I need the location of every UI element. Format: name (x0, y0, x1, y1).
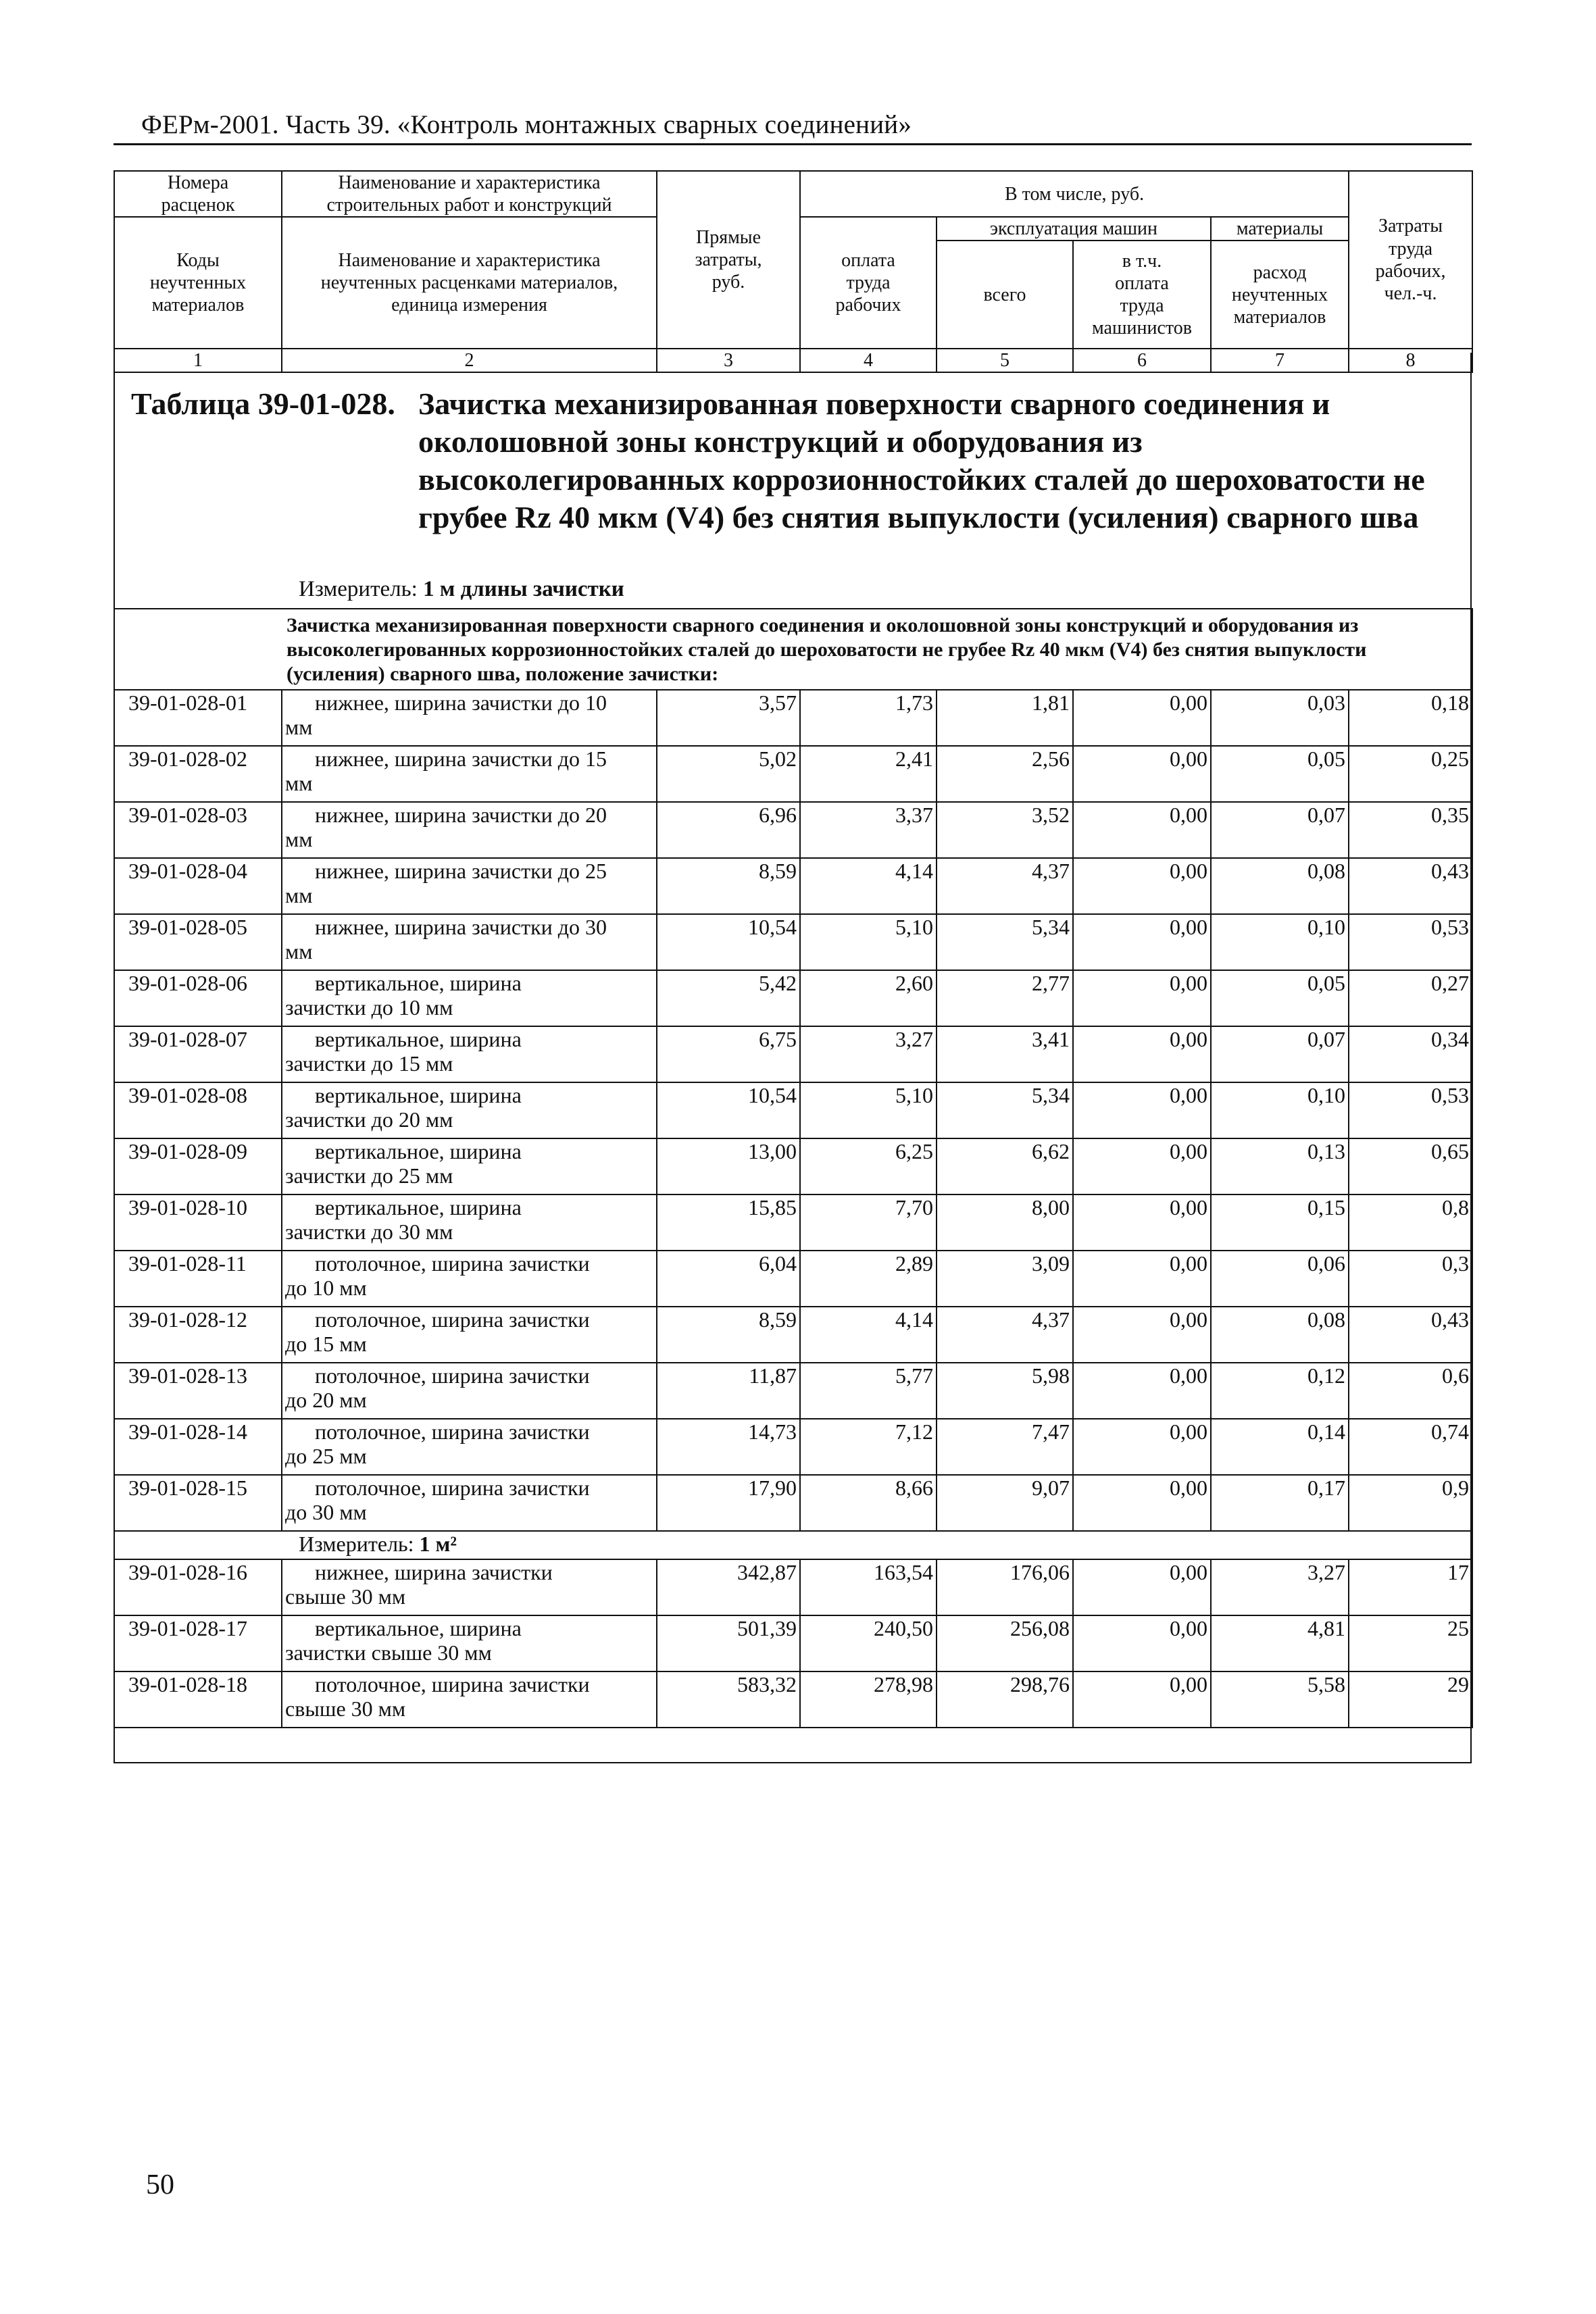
work-name (282, 1026, 657, 1082)
machines-total: 4,37 (937, 1307, 1073, 1363)
hdr-labor-hours: Затраты труда рабочих, чел.-ч. (1349, 171, 1472, 349)
rate-code: 39-01-028-06 (114, 970, 282, 1026)
table-row (114, 746, 1472, 802)
direct-costs: 3,57 (657, 690, 800, 746)
machinists-pay: 0,00 (1073, 914, 1211, 970)
labor-pay: 2,41 (800, 746, 937, 802)
rate-code: 39-01-028-16 (114, 1559, 282, 1615)
machinists-pay: 0,00 (1073, 1559, 1211, 1615)
machinists-pay: 0,00 (1073, 1363, 1211, 1419)
rate-code: 39-01-028-13 (114, 1363, 282, 1419)
table-title-text: Зачистка механизированная поверхности сварного соединения и околошовной зоны конструкций и оборудования из высоколегированных коррозионностойких сталей до шероховатости не грубее Rz 40 мкм (V4) без снятия выпуклости (усиления) сварного шва (418, 386, 1425, 534)
machinists-pay: 0,00 (1073, 970, 1211, 1026)
work-name-line2: мм (285, 771, 313, 795)
work-name-line2: до 10 мм (285, 1276, 367, 1300)
materials-cost: 0,07 (1211, 1026, 1349, 1082)
materials-cost: 3,27 (1211, 1559, 1349, 1615)
machines-total: 5,34 (937, 914, 1073, 970)
table-row (114, 858, 1472, 914)
work-name (282, 1363, 657, 1419)
hdr-rate-numbers: Номера расценок (114, 171, 282, 217)
work-name (282, 1251, 657, 1307)
labor-hours: 0,53 (1349, 1082, 1472, 1138)
hdr-labor-pay: оплата труда рабочих (800, 217, 937, 349)
work-name-line1: потолочное, ширина зачистки (315, 1251, 590, 1276)
work-name-line1: потолочное, ширина зачистки (315, 1363, 590, 1388)
direct-costs: 342,87 (657, 1559, 800, 1615)
machines-total: 3,41 (937, 1026, 1073, 1082)
direct-costs: 10,54 (657, 914, 800, 970)
machinists-pay: 0,00 (1073, 1671, 1211, 1728)
labor-hours: 29 (1349, 1671, 1472, 1728)
work-name-line2: мм (285, 827, 313, 851)
labor-hours: 0,34 (1349, 1026, 1472, 1082)
work-name-line1: потолочное, ширина зачистки (315, 1476, 590, 1500)
work-name (282, 1138, 657, 1194)
work-name-line1: потолочное, ширина зачистки (315, 1307, 590, 1332)
labor-pay: 278,98 (800, 1671, 937, 1728)
machinists-pay: 0,00 (1073, 1138, 1211, 1194)
labor-pay: 5,10 (800, 1082, 937, 1138)
work-name-line2: до 30 мм (285, 1500, 367, 1524)
machines-total: 6,62 (937, 1138, 1073, 1194)
hdr-num: 2 (282, 349, 657, 372)
rate-code: 39-01-028-07 (114, 1026, 282, 1082)
machinists-pay: 0,00 (1073, 1475, 1211, 1531)
work-name-line1: нижнее, ширина зачистки до 30 (315, 915, 607, 939)
hdr-num: 6 (1073, 349, 1211, 372)
table-row (114, 690, 1472, 746)
rates-table (114, 608, 1473, 1728)
machinists-pay: 0,00 (1073, 1026, 1211, 1082)
work-name-line2: зачистки до 30 мм (285, 1219, 453, 1244)
materials-cost: 0,08 (1211, 1307, 1349, 1363)
rate-code: 39-01-028-09 (114, 1138, 282, 1194)
machines-total: 1,81 (937, 690, 1073, 746)
labor-hours: 0,8 (1349, 1194, 1472, 1251)
work-name (282, 1082, 657, 1138)
work-name-line2: до 20 мм (285, 1388, 367, 1412)
labor-pay: 240,50 (800, 1615, 937, 1671)
labor-hours: 0,43 (1349, 1307, 1472, 1363)
table-row (114, 1194, 1472, 1251)
table-row (114, 1082, 1472, 1138)
machines-total: 256,08 (937, 1615, 1073, 1671)
hdr-machinists-pay: в т.ч. оплата труда машинистов (1073, 241, 1211, 349)
machines-total: 7,47 (937, 1419, 1073, 1475)
running-head: ФЕРм-2001. Часть 39. «Контроль монтажных сварных соединений» (141, 110, 912, 139)
work-name-line2: свыше 30 мм (285, 1696, 406, 1721)
measure-unit-2: Измеритель: 1 м² (114, 1531, 1472, 1559)
table-row (114, 1307, 1472, 1363)
labor-pay: 6,25 (800, 1138, 937, 1194)
table-row (114, 1559, 1472, 1615)
work-name-line1: нижнее, ширина зачистки до 20 (315, 803, 607, 827)
hdr-num: 5 (937, 349, 1073, 372)
section-description: Зачистка механизированная поверхности сварного соединения и околошовной зоны конструкций и оборудования из высоколегированных коррозионностойких сталей до шероховатости не грубее Rz 40 мкм (V4) без снятия выпуклости (усиления) сварного шва, положение зачистки: (114, 609, 1472, 690)
work-name (282, 1559, 657, 1615)
table-row (114, 970, 1472, 1026)
labor-pay: 163,54 (800, 1559, 937, 1615)
machines-total: 3,52 (937, 802, 1073, 858)
materials-cost: 0,07 (1211, 802, 1349, 858)
direct-costs: 501,39 (657, 1615, 800, 1671)
machines-total: 4,37 (937, 858, 1073, 914)
rate-code: 39-01-028-01 (114, 690, 282, 746)
direct-costs: 13,00 (657, 1138, 800, 1194)
work-name-line1: нижнее, ширина зачистки до 15 (315, 747, 607, 771)
machines-total: 5,34 (937, 1082, 1073, 1138)
materials-cost: 0,03 (1211, 690, 1349, 746)
work-name-line2: до 15 мм (285, 1332, 367, 1356)
machines-total: 5,98 (937, 1363, 1073, 1419)
work-name (282, 1615, 657, 1671)
rate-code: 39-01-028-15 (114, 1475, 282, 1531)
work-name-line2: мм (285, 715, 313, 739)
machinists-pay: 0,00 (1073, 746, 1211, 802)
labor-hours: 0,74 (1349, 1419, 1472, 1475)
machinists-pay: 0,00 (1073, 1251, 1211, 1307)
machinists-pay: 0,00 (1073, 1307, 1211, 1363)
direct-costs: 6,75 (657, 1026, 800, 1082)
measure-unit-1: Измеритель: 1 м длины зачистки (299, 577, 624, 601)
labor-hours: 25 (1349, 1615, 1472, 1671)
work-name (282, 802, 657, 858)
rate-code: 39-01-028-11 (114, 1251, 282, 1307)
machinists-pay: 0,00 (1073, 1082, 1211, 1138)
work-name-line2: до 25 мм (285, 1444, 367, 1468)
work-name-line2: зачистки до 20 мм (285, 1107, 453, 1132)
machinists-pay: 0,00 (1073, 858, 1211, 914)
labor-hours: 0,25 (1349, 746, 1472, 802)
rate-code: 39-01-028-04 (114, 858, 282, 914)
labor-hours: 0,53 (1349, 914, 1472, 970)
hdr-work-name: Наименование и характеристика строительных работ и конструкций (282, 171, 657, 217)
direct-costs: 11,87 (657, 1363, 800, 1419)
hdr-direct-costs: Прямые затраты, руб. (657, 171, 800, 349)
labor-hours: 0,9 (1349, 1475, 1472, 1531)
work-name-line1: нижнее, ширина зачистки до 25 (315, 859, 607, 883)
machinists-pay: 0,00 (1073, 802, 1211, 858)
hdr-material-consumption: расход неучтенных материалов (1211, 241, 1349, 349)
labor-pay: 7,12 (800, 1419, 937, 1475)
materials-cost: 0,17 (1211, 1475, 1349, 1531)
table-row (114, 914, 1472, 970)
rate-code: 39-01-028-05 (114, 914, 282, 970)
table-row (114, 802, 1472, 858)
machines-total: 298,76 (937, 1671, 1073, 1728)
labor-pay: 5,10 (800, 914, 937, 970)
machines-total: 2,56 (937, 746, 1073, 802)
work-name-line2: зачистки до 10 мм (285, 995, 453, 1020)
labor-pay: 7,70 (800, 1194, 937, 1251)
direct-costs: 17,90 (657, 1475, 800, 1531)
work-name-line1: вертикальное, ширина (315, 1139, 522, 1163)
work-name-line2: зачистки до 15 мм (285, 1051, 453, 1076)
header-rule (114, 143, 1472, 145)
hdr-num: 3 (657, 349, 800, 372)
hdr-machines: эксплуатация машин (937, 217, 1211, 241)
work-name-line1: нижнее, ширина зачистки (315, 1560, 553, 1584)
work-name (282, 914, 657, 970)
direct-costs: 6,04 (657, 1251, 800, 1307)
machines-total: 3,09 (937, 1251, 1073, 1307)
labor-hours: 0,43 (1349, 858, 1472, 914)
machines-total: 8,00 (937, 1194, 1073, 1251)
work-name (282, 690, 657, 746)
direct-costs: 6,96 (657, 802, 800, 858)
column-header-table (114, 170, 1473, 373)
direct-costs: 14,73 (657, 1419, 800, 1475)
labor-pay: 1,73 (800, 690, 937, 746)
work-name (282, 1307, 657, 1363)
hdr-num: 1 (114, 349, 282, 372)
work-name-line2: зачистки до 25 мм (285, 1163, 453, 1188)
materials-cost: 0,13 (1211, 1138, 1349, 1194)
labor-hours: 0,18 (1349, 690, 1472, 746)
table-block (114, 353, 1472, 1763)
rate-code: 39-01-028-17 (114, 1615, 282, 1671)
labor-hours: 0,27 (1349, 970, 1472, 1026)
machinists-pay: 0,00 (1073, 690, 1211, 746)
work-name-line1: потолочное, ширина зачистки (315, 1672, 590, 1696)
direct-costs: 5,02 (657, 746, 800, 802)
work-name (282, 1475, 657, 1531)
machinists-pay: 0,00 (1073, 1419, 1211, 1475)
work-name-line2: мм (285, 939, 313, 963)
rate-code: 39-01-028-08 (114, 1082, 282, 1138)
rate-code: 39-01-028-03 (114, 802, 282, 858)
work-name-line1: потолочное, ширина зачистки (315, 1419, 590, 1444)
rate-code: 39-01-028-18 (114, 1671, 282, 1728)
labor-hours: 0,65 (1349, 1138, 1472, 1194)
hdr-including-group: В том числе, руб. (800, 171, 1349, 217)
direct-costs: 8,59 (657, 858, 800, 914)
work-name-line1: вертикальное, ширина (315, 1616, 522, 1640)
materials-cost: 0,08 (1211, 858, 1349, 914)
direct-costs: 10,54 (657, 1082, 800, 1138)
table-row (114, 1671, 1472, 1728)
hdr-materials: материалы (1211, 217, 1349, 241)
labor-pay: 5,77 (800, 1363, 937, 1419)
work-name-line1: вертикальное, ширина (315, 1083, 522, 1107)
labor-hours: 0,6 (1349, 1363, 1472, 1419)
labor-pay: 2,89 (800, 1251, 937, 1307)
labor-hours: 17 (1349, 1559, 1472, 1615)
hdr-num: 8 (1349, 349, 1472, 372)
materials-cost: 4,81 (1211, 1615, 1349, 1671)
work-name-line2: мм (285, 883, 313, 907)
materials-cost: 0,06 (1211, 1251, 1349, 1307)
table-row (114, 1251, 1472, 1307)
labor-pay: 2,60 (800, 970, 937, 1026)
work-name (282, 970, 657, 1026)
work-name-line1: вертикальное, ширина (315, 971, 522, 995)
page-number: 50 (146, 2169, 174, 2200)
work-name-line1: вертикальное, ширина (315, 1195, 522, 1219)
hdr-material-name: Наименование и характеристика неучтенных расценками материалов, единица измерения (282, 217, 657, 349)
table-title (131, 385, 1455, 536)
direct-costs: 8,59 (657, 1307, 800, 1363)
rate-code: 39-01-028-10 (114, 1194, 282, 1251)
labor-hours: 0,35 (1349, 802, 1472, 858)
labor-pay: 3,37 (800, 802, 937, 858)
materials-cost: 5,58 (1211, 1671, 1349, 1728)
rate-code: 39-01-028-14 (114, 1419, 282, 1475)
work-name-line2: зачистки свыше 30 мм (285, 1640, 492, 1665)
table-row (114, 1026, 1472, 1082)
labor-pay: 3,27 (800, 1026, 937, 1082)
machines-total: 2,77 (937, 970, 1073, 1026)
work-name (282, 1194, 657, 1251)
hdr-machines-total: всего (937, 241, 1073, 349)
hdr-material-codes: Коды неучтенных материалов (114, 217, 282, 349)
work-name (282, 858, 657, 914)
materials-cost: 0,14 (1211, 1419, 1349, 1475)
direct-costs: 583,32 (657, 1671, 800, 1728)
table-row (114, 1475, 1472, 1531)
materials-cost: 0,15 (1211, 1194, 1349, 1251)
labor-pay: 8,66 (800, 1475, 937, 1531)
rate-code: 39-01-028-12 (114, 1307, 282, 1363)
work-name-line1: нижнее, ширина зачистки до 10 (315, 690, 607, 715)
materials-cost: 0,05 (1211, 970, 1349, 1026)
labor-pay: 4,14 (800, 1307, 937, 1363)
labor-pay: 4,14 (800, 858, 937, 914)
work-name-line2: свыше 30 мм (285, 1584, 406, 1609)
rate-code: 39-01-028-02 (114, 746, 282, 802)
materials-cost: 0,10 (1211, 1082, 1349, 1138)
machines-total: 176,06 (937, 1559, 1073, 1615)
direct-costs: 15,85 (657, 1194, 800, 1251)
materials-cost: 0,12 (1211, 1363, 1349, 1419)
machinists-pay: 0,00 (1073, 1615, 1211, 1671)
machinists-pay: 0,00 (1073, 1194, 1211, 1251)
table-row (114, 1419, 1472, 1475)
work-name (282, 1419, 657, 1475)
machines-total: 9,07 (937, 1475, 1073, 1531)
work-name-line1: вертикальное, ширина (315, 1027, 522, 1051)
hdr-num: 7 (1211, 349, 1349, 372)
hdr-num: 4 (800, 349, 937, 372)
table-number: Таблица 39-01-028. (131, 386, 395, 421)
work-name (282, 1671, 657, 1728)
table-row (114, 1615, 1472, 1671)
materials-cost: 0,05 (1211, 746, 1349, 802)
direct-costs: 5,42 (657, 970, 800, 1026)
labor-hours: 0,3 (1349, 1251, 1472, 1307)
work-name (282, 746, 657, 802)
table-row (114, 1363, 1472, 1419)
materials-cost: 0,10 (1211, 914, 1349, 970)
table-row (114, 1138, 1472, 1194)
